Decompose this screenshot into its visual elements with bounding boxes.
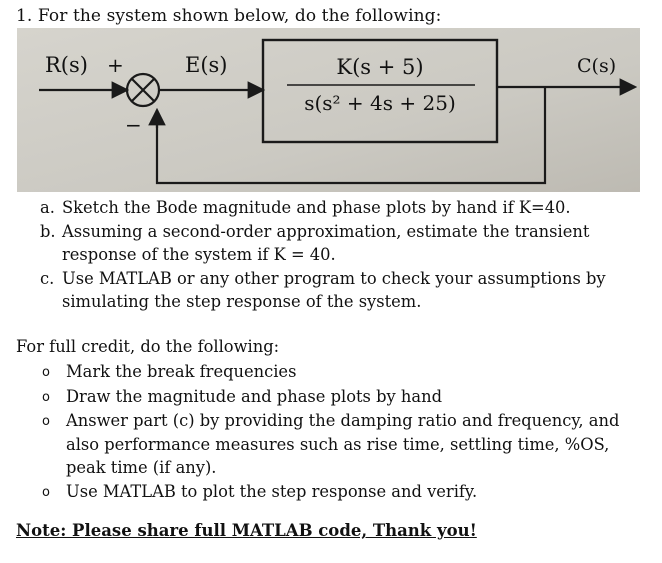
- output-label: C(s): [577, 55, 617, 77]
- part-item: [40, 220, 622, 267]
- credit-item-text: Answer part (c) by providing the damping ratio and frequency, and also performance measures such as rise time, settling time, %OS, peak time (if any).: [66, 411, 620, 477]
- credit-list: [42, 360, 641, 504]
- part-text: Use MATLAB or any other program to check your assumptions by simulating the step response of the system.: [62, 268, 606, 311]
- plus-sign: +: [107, 53, 124, 77]
- credit-item-text: Mark the break frequencies: [66, 362, 297, 381]
- part-tag: b.: [40, 221, 56, 241]
- minus-sign: −: [125, 113, 142, 137]
- part-text: Sketch the Bode magnitude and phase plots by hand if K=40.: [62, 198, 571, 217]
- bullet-icon: o: [42, 414, 50, 429]
- part-tag: c.: [40, 268, 55, 288]
- credit-heading: For full credit, do the following:: [16, 337, 280, 356]
- part-item: [40, 196, 622, 220]
- numerator-text: K(s + 5): [336, 55, 424, 79]
- block-diagram: [17, 28, 640, 192]
- credit-item-text: Draw the magnitude and phase plots by hand: [66, 386, 442, 406]
- input-label: R(s): [45, 53, 88, 77]
- bullet-icon: o: [42, 484, 50, 500]
- part-text: Assuming a second-order approximation, estimate the transient response of the system if K = 40.: [62, 221, 590, 264]
- credit-item: [42, 385, 641, 410]
- credit-item: [42, 409, 641, 480]
- bullet-icon: o: [42, 365, 50, 380]
- parts-list: [40, 196, 622, 314]
- part-tag: a.: [40, 198, 55, 217]
- denominator-text: s(s² + 4s + 25): [304, 91, 456, 115]
- note-text: Note: Please share full MATLAB code, Thank you!: [16, 521, 477, 540]
- bullet-icon: o: [42, 389, 50, 405]
- error-label: E(s): [185, 53, 228, 77]
- part-item: [40, 267, 622, 314]
- credit-item: [42, 360, 641, 385]
- block-diagram-svg: [17, 28, 640, 192]
- question-title: 1. For the system shown below, do the following:: [16, 6, 442, 26]
- credit-item: [42, 480, 641, 505]
- credit-item-text: Use MATLAB to plot the step response and verify.: [66, 481, 478, 501]
